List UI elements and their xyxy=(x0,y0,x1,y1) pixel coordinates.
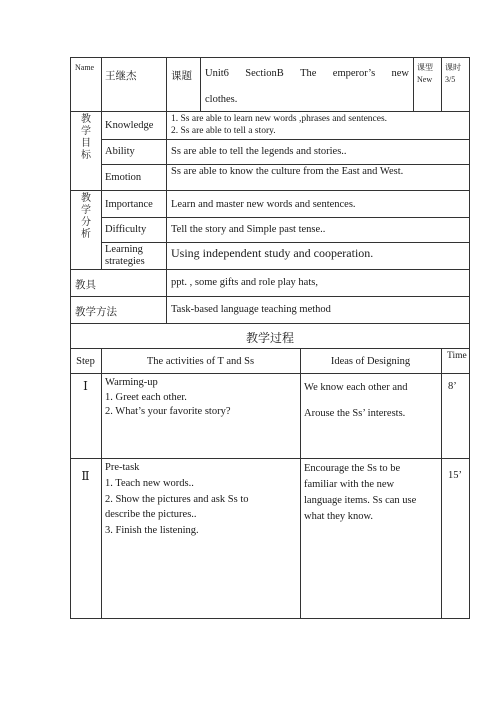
divider xyxy=(101,57,102,111)
topic-word: SectionB xyxy=(245,68,284,79)
emotion-label: Emotion xyxy=(105,172,142,183)
knowledge-label: Knowledge xyxy=(105,120,154,131)
divider xyxy=(70,296,470,297)
divider xyxy=(70,269,470,270)
activity-item: 1. Teach new words.. xyxy=(105,478,194,489)
col-step-header: Step xyxy=(76,356,95,367)
importance-text: Learn and master new words and sentences. xyxy=(171,199,356,210)
divider xyxy=(166,57,167,111)
idea-text: what they know. xyxy=(304,511,374,522)
divider xyxy=(441,57,442,111)
idea-text: We know each other and xyxy=(304,382,408,393)
activity-title: Warming-up xyxy=(105,377,158,388)
idea-text: Encourage the Ss to be xyxy=(304,463,401,474)
divider xyxy=(101,139,470,140)
col-ideas-header: Ideas of Designing xyxy=(330,356,411,367)
col-time-header: Time xyxy=(447,351,467,361)
topic-word: emperor’s xyxy=(332,68,376,79)
activity-item: 3. Finish the listening. xyxy=(105,525,199,536)
activity-item: 1. Greet each other. xyxy=(105,392,187,403)
strategies-text: Using independent study and cooperation. xyxy=(171,246,374,260)
name-label: Name xyxy=(75,63,95,72)
activity-title: Pre-task xyxy=(105,462,140,473)
emotion-text: Ss are able to know the culture from the East and West. xyxy=(171,166,404,177)
importance-label: Importance xyxy=(105,199,153,210)
idea-text: familiar with the new xyxy=(304,479,395,490)
period-value: 3/5 xyxy=(445,75,456,84)
period-label: 课时 xyxy=(445,63,461,72)
topic-line-1 xyxy=(205,68,409,79)
idea-text: language items. Ss can use xyxy=(304,495,417,506)
method-label: 教学方法 xyxy=(75,307,117,318)
divider xyxy=(70,348,470,349)
table-row-step: Ⅱ xyxy=(81,469,90,483)
divider xyxy=(70,111,470,112)
knowledge-item: 2. Ss are able to tell a story. xyxy=(171,126,276,136)
divider xyxy=(300,348,301,618)
objectives-group-label: 教学目标 xyxy=(81,114,91,161)
activity-item: describe the pictures.. xyxy=(105,509,197,520)
strategies-label: strategies xyxy=(105,256,145,267)
aids-label: 教具 xyxy=(75,280,96,291)
table-border-top xyxy=(70,57,470,58)
difficulty-label: Difficulty xyxy=(105,224,147,235)
divider xyxy=(70,458,470,459)
difficulty-text: Tell the story and Simple past tense.. xyxy=(171,224,326,235)
ability-text: Ss are able to tell the legends and stories.. xyxy=(171,146,347,157)
topic-line-2: clothes. xyxy=(205,94,238,105)
divider xyxy=(101,348,102,618)
ability-label: Ability xyxy=(105,146,135,157)
analysis-group-label: 教学分析 xyxy=(81,193,91,240)
divider xyxy=(101,164,470,165)
table-row-step: Ⅰ xyxy=(83,379,88,393)
type-value: New xyxy=(417,75,433,84)
type-label: 课型 xyxy=(417,63,433,72)
divider xyxy=(101,242,470,243)
divider xyxy=(70,373,470,374)
activity-item: 2. What’s your favorite story? xyxy=(105,406,231,417)
divider xyxy=(101,217,470,218)
method-text: Task-based language teaching method xyxy=(171,304,331,315)
divider xyxy=(413,57,414,111)
activity-item: 2. Show the pictures and ask Ss to xyxy=(105,494,249,505)
divider xyxy=(70,190,470,191)
divider xyxy=(441,348,442,618)
strategies-label: Learning xyxy=(105,244,143,255)
divider xyxy=(70,323,470,324)
knowledge-item: 1. Ss are able to learn new words ,phrases and sentences. xyxy=(171,114,388,124)
col-activities-header: The activities of T and Ss xyxy=(146,356,255,367)
topic-word: The xyxy=(300,68,317,79)
idea-text: Arouse the Ss’ interests. xyxy=(304,408,406,419)
topic-word: new xyxy=(391,68,409,79)
process-title: 教学过程 xyxy=(245,331,294,345)
time-value: 8’ xyxy=(448,381,457,392)
table-border-bottom xyxy=(70,618,470,619)
aids-text: ppt. , some gifts and role play hats, xyxy=(171,277,318,288)
name-value: 王继杰 xyxy=(105,71,137,82)
time-value: 15’ xyxy=(448,470,462,481)
topic-label: 课题 xyxy=(171,71,192,82)
divider xyxy=(200,57,201,111)
topic-word: Unit6 xyxy=(205,68,229,79)
